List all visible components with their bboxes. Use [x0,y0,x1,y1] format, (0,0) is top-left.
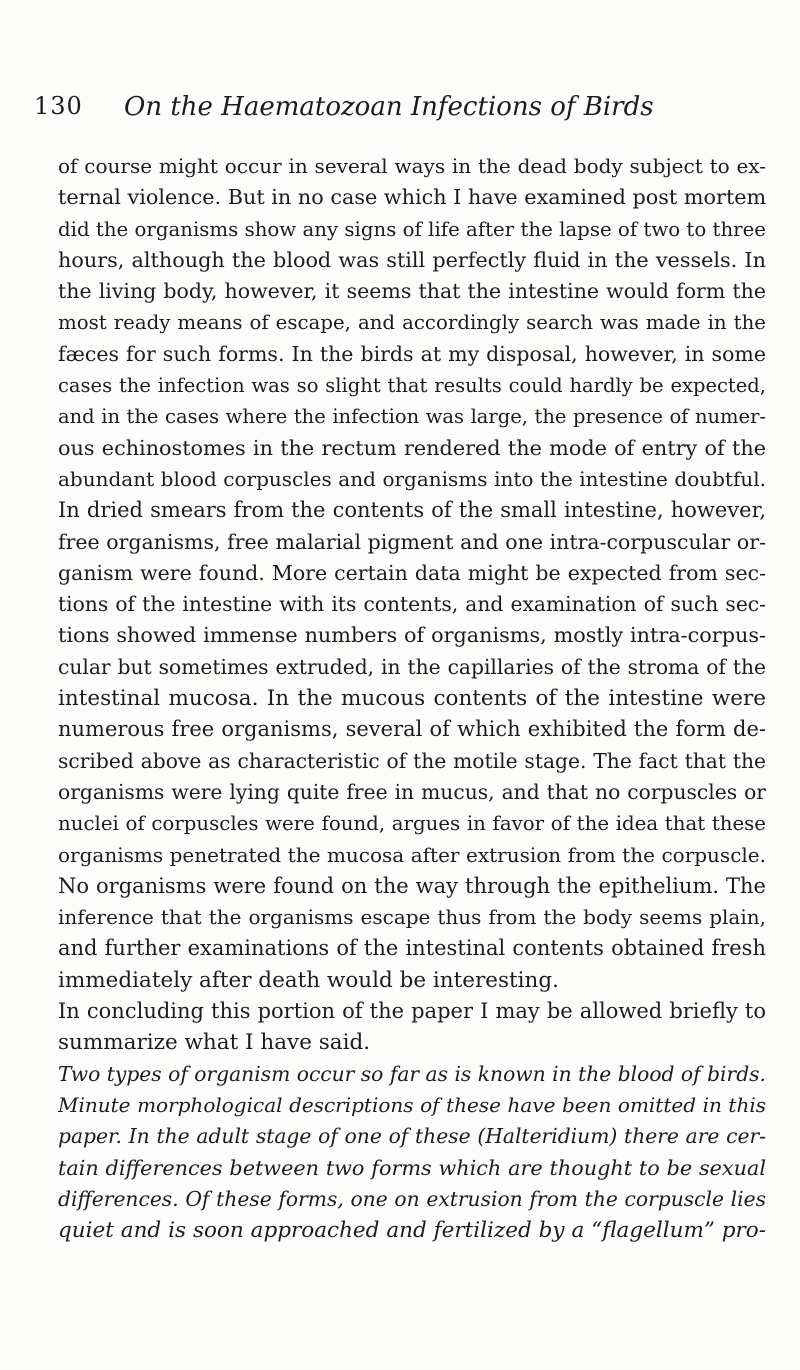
text-line: and in the cases where the infection was large, the presence of numer- [58,405,766,429]
text-line: free organisms, free malarial pigment and one intra-corpuscular or- [58,529,766,554]
text-line: immediately after death would be interesting. [58,967,559,993]
text-line: tions of the intestine with its contents, and examination of such sec- [58,592,766,617]
text-line: did the organisms show any signs of life after the lapse of two to three [58,217,766,241]
text-line: the living body, however, it seems that the intestine would form the [58,279,766,304]
text-line: ganism were found. More certain data might be expected from sec- [58,560,766,585]
text-line: most ready means of escape, and accordingly search was made in the [58,311,766,335]
text-line: cases the infection was so slight that results could hardly be expected, [58,374,766,398]
running-head: On the Haematozoan Infections of Birds [124,92,654,122]
text-line: tions showed immense numbers of organisms, mostly intra-corpus- [58,623,766,648]
text-line: organisms penetrated the mucosa after extrusion from the corpuscle. [58,842,766,867]
text-line: differences. Of these forms, one on extrusion from the corpuscle lies [58,1186,766,1211]
text-line: tain differences between two forms which are thought to be sexual [58,1155,766,1180]
text-line: ternal violence. But in no case which I have examined post mortem [58,185,766,210]
text-line: inference that the organisms escape thus from the body seems plain, [58,905,766,930]
text-line: numerous free organisms, several of which exhibited the form de- [58,717,766,742]
text-line: Minute morphological descriptions of these have been omitted in this [58,1092,766,1117]
text-line: ous echinostomes in the rectum rendered the mode of entry of the [58,435,766,460]
page-number: 130 [34,92,83,120]
text-line: fæces for such forms. In the birds at my disposal, however, in some [58,341,766,366]
text-line: In dried smears from the contents of the small intestine, however, [58,498,766,523]
text-line: scribed above as characteristic of the motile stage. The fact that the [58,748,766,773]
text-line: summarize what I have said. [58,1030,371,1056]
text-line: cular but sometimes extruded, in the capillaries of the stroma of the [58,654,766,679]
text-line: abundant blood corpuscles and organisms into the intestine doubtful. [58,466,766,491]
text-line: Two types of organism occur so far as is known in the blood of birds. [58,1061,766,1086]
text-line: In concluding this portion of the paper I may be allowed briefly to [58,999,766,1024]
body-text [58,151,766,1246]
text-line: of course might occur in several ways in the dead body subject to ex- [58,154,766,178]
text-line: paper. In the adult stage of one of these (Halteridium) there are cer- [58,1124,766,1149]
text-line: quiet and is soon approached and fertilized by a “flagellum” pro- [58,1218,766,1244]
page-header [34,92,764,132]
text-line: nuclei of corpuscles were found, argues in favor of the idea that these [58,812,766,836]
text-line: and further examinations of the intestinal contents obtained fresh [58,936,766,961]
text-line: organisms were lying quite free in mucus, and that no corpuscles or [58,779,766,804]
text-line: hours, although the blood was still perfectly fluid in the vessels. In [58,247,766,272]
text-line: intestinal mucosa. In the mucous contents of the intestine were [58,686,766,712]
text-line: No organisms were found on the way through the epithelium. The [58,873,766,898]
